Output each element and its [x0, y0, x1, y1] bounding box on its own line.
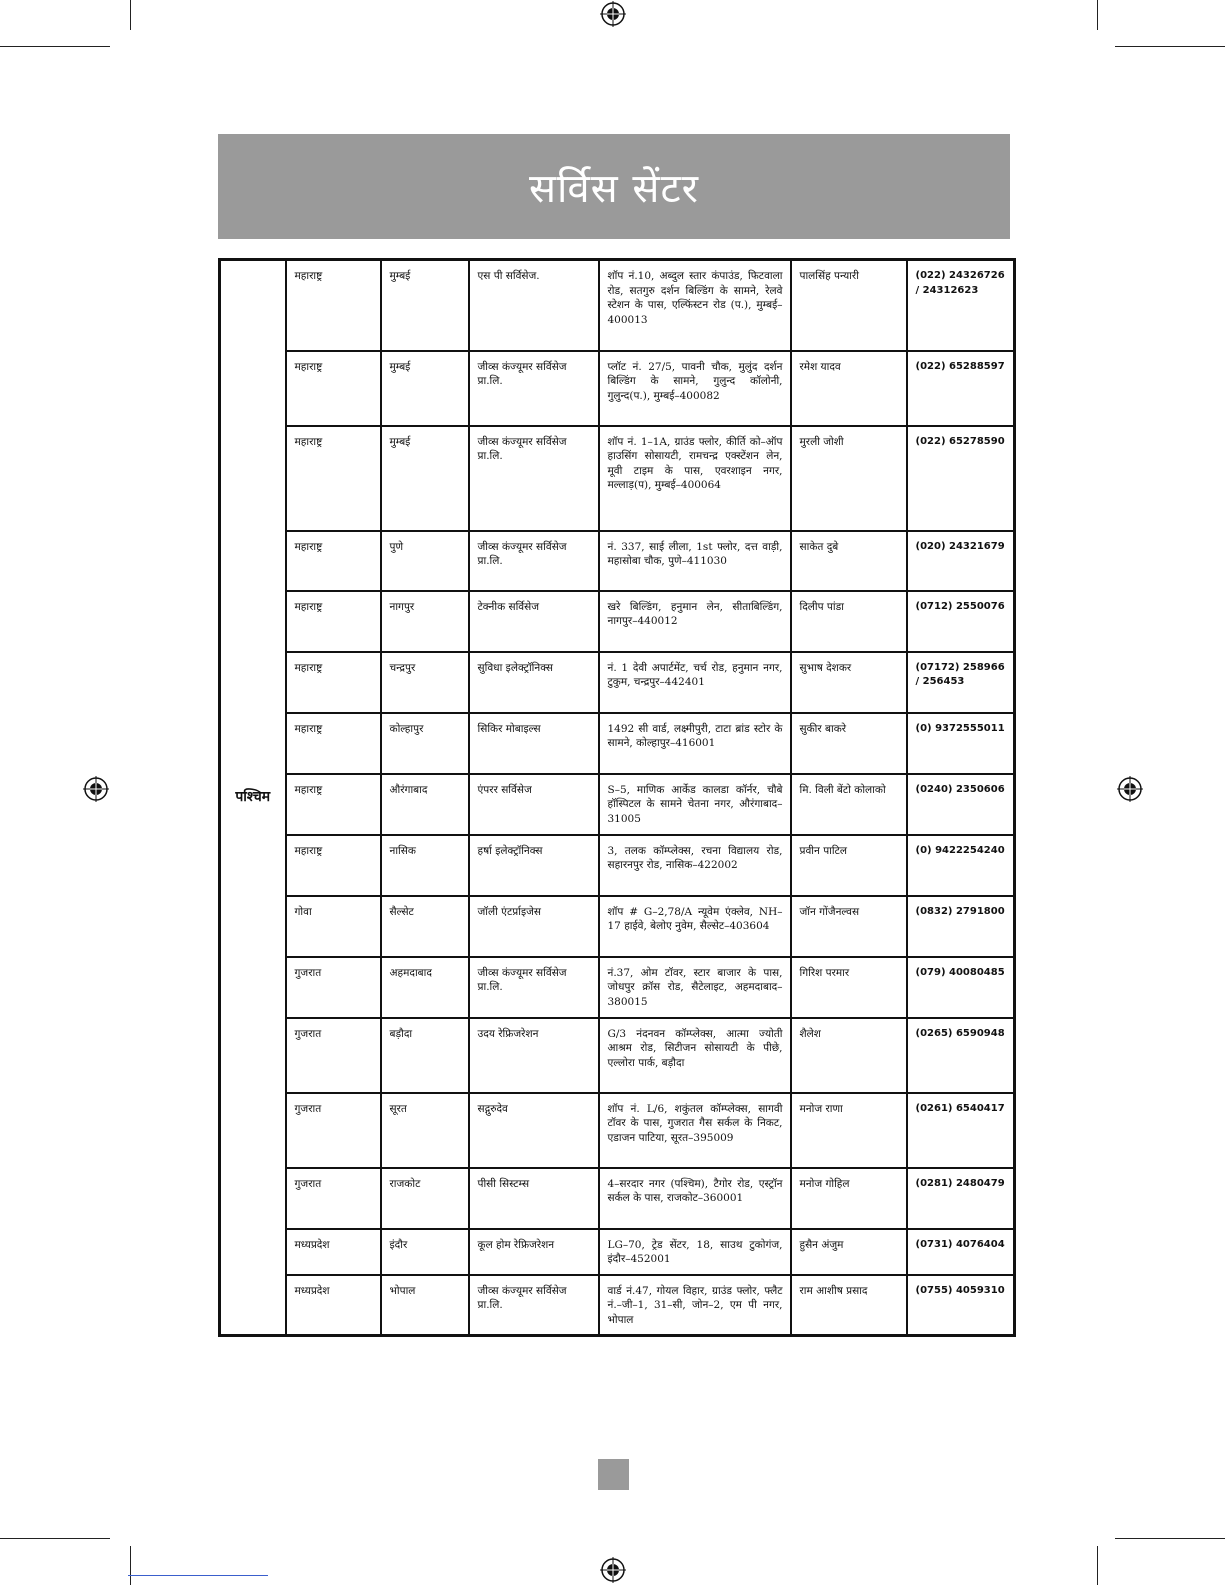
city-cell: पुणे — [381, 531, 469, 591]
address-cell: S–5, माणिक आर्केड कालडा कॉर्नर, चौबे हॉस्पिटल के सामने चेतना नगर, औरंगाबाद–31005 — [599, 774, 791, 835]
phone-cell: (0712) 2550076 — [907, 591, 1015, 652]
table-row — [220, 1275, 1015, 1336]
phone-cell: (0240) 2350606 — [907, 774, 1015, 835]
crop-mark — [1097, 1546, 1098, 1585]
company-cell: टेक्नीक सर्विसेज — [469, 591, 599, 652]
contact-cell: पालसिंह पन्यारी — [791, 260, 907, 351]
table-row — [220, 713, 1015, 774]
registration-mark-icon — [600, 1, 626, 27]
phone-cell: (020) 24321679 — [907, 531, 1015, 591]
company-cell: कूल होम रेफ्रिजरेशन — [469, 1229, 599, 1275]
company-cell: सद्गुरुदेव — [469, 1093, 599, 1168]
city-cell: राजकोट — [381, 1168, 469, 1229]
city-cell: नागपुर — [381, 591, 469, 652]
company-cell: जीव्स कंज्यूमर सर्विसेज प्रा.लि. — [469, 426, 599, 531]
phone-cell: (079) 40080485 — [907, 957, 1015, 1018]
contact-cell: रमेश यादव — [791, 351, 907, 426]
registration-mark-icon — [600, 1557, 626, 1583]
address-cell: शॉप नं. L/6, शकुंतल कॉम्प्लेक्स, सागवी टॉवर के पास, गुजरात गैस सर्कल के निकट, एडाजन पाटिया, सूरत–395009 — [599, 1093, 791, 1168]
phone-cell: (0) 9422254240 — [907, 835, 1015, 896]
table-row — [220, 896, 1015, 957]
service-center-table — [218, 258, 1016, 1337]
table-row — [220, 957, 1015, 1018]
phone-cell: (0731) 4076404 — [907, 1229, 1015, 1275]
state-cell: महाराष्ट्र — [286, 835, 381, 896]
phone-cell: (07172) 258966 / 256453 — [907, 652, 1015, 713]
city-cell: भोपाल — [381, 1275, 469, 1336]
phone-cell: (022) 65278590 — [907, 426, 1015, 531]
region-cell: पश्चिम — [220, 260, 286, 1336]
city-cell: इंदौर — [381, 1229, 469, 1275]
crop-mark — [1115, 1538, 1225, 1539]
table-row — [220, 426, 1015, 531]
page-header — [218, 134, 1010, 239]
phone-cell: (0) 9372555011 — [907, 713, 1015, 774]
phone-cell: (0832) 2791800 — [907, 896, 1015, 957]
address-cell: शॉप नं. 1–1A, ग्राउंड फ्लोर, कीर्ति को–ऑप हाउसिंग सोसायटी, रामचन्द्र एक्स्टेंशन लेन, मूवी टाइम के पास, एवरशाइन नगर, मल्लाड़(प), मुम्बई–400064 — [599, 426, 791, 531]
address-cell: शॉप नं.10, अब्दुल स्तार कंपाउंड, फिटवाला रोड, सतगुरु दर्शन बिल्डिंग के सामने, रेलवे स्टेशन के पास, एल्फिंस्टन रोड (प.), मुम्बई–400013 — [599, 260, 791, 351]
table-row — [220, 591, 1015, 652]
contact-cell: मनोज गोहिल — [791, 1168, 907, 1229]
contact-cell: शैलेश — [791, 1018, 907, 1093]
table-row — [220, 835, 1015, 896]
page-title: सर्विस सेंटर — [529, 166, 699, 212]
table-row — [220, 1168, 1015, 1229]
contact-cell: सुभाष देशकर — [791, 652, 907, 713]
address-cell: प्लॉट नं. 27/5, पावनी चौक, मुलुंद दर्शन बिल्डिंग के सामने, गुलुन्द कॉलोनी, गुलुन्द(प.), मुम्बई–400082 — [599, 351, 791, 426]
page-number-box — [598, 1459, 629, 1490]
contact-cell: राम आशीष प्रसाद — [791, 1275, 907, 1336]
city-cell: कोल्हापुर — [381, 713, 469, 774]
address-cell: शॉप # G–2,78/A न्यूवेम एंक्लेव, NH–17 हाईवे, बेलोए नुवेम, सैल्सेट–403604 — [599, 896, 791, 957]
phone-cell: (0281) 2480479 — [907, 1168, 1015, 1229]
contact-cell: हुसैन अंजुम — [791, 1229, 907, 1275]
link-underline — [128, 1575, 268, 1576]
state-cell: मध्यप्रदेश — [286, 1275, 381, 1336]
state-cell: गुजरात — [286, 1093, 381, 1168]
company-cell: जॉली एंटर्प्राइजेस — [469, 896, 599, 957]
state-cell: महाराष्ट्र — [286, 351, 381, 426]
address-cell: 3, तलक कॉम्प्लेक्स, रचना विद्यालय रोड, सहारनपुर रोड, नासिक–422002 — [599, 835, 791, 896]
contact-cell: प्रवीन पाटिल — [791, 835, 907, 896]
city-cell: मुम्बई — [381, 260, 469, 351]
company-cell: एंपरर सर्विसेज — [469, 774, 599, 835]
state-cell: मध्यप्रदेश — [286, 1229, 381, 1275]
company-cell: उदय रेफ्रिजरेशन — [469, 1018, 599, 1093]
company-cell: हर्षा इलेक्ट्रॉनिक्स — [469, 835, 599, 896]
contact-cell: साकेत दुबे — [791, 531, 907, 591]
contact-cell: जॉन गोंजैनल्वस — [791, 896, 907, 957]
state-cell: महाराष्ट्र — [286, 260, 381, 351]
registration-mark-icon — [1117, 776, 1143, 802]
crop-mark — [1097, 0, 1098, 30]
city-cell: अहमदाबाद — [381, 957, 469, 1018]
address-cell: 1492 सी वार्ड, लक्ष्मीपुरी, टाटा ब्रांड स्टोर के सामने, कोल्हापुर–416001 — [599, 713, 791, 774]
city-cell: नासिक — [381, 835, 469, 896]
company-cell: एस पी सर्विसेज. — [469, 260, 599, 351]
crop-mark — [0, 46, 110, 47]
address-cell: LG–70, ट्रेड सेंटर, 18, साउथ टुकोगंज, इंदौर–452001 — [599, 1229, 791, 1275]
company-cell: पीसी सिस्टम्स — [469, 1168, 599, 1229]
address-cell: नं. 337, साई लीला, 1st फ्लोर, दत्त वाड़ी, महासोबा चौक, पुणे–411030 — [599, 531, 791, 591]
city-cell: मुम्बई — [381, 351, 469, 426]
company-cell: जीव्स कंज्यूमर सर्विसेज प्रा.लि. — [469, 957, 599, 1018]
city-cell: सैल्सेट — [381, 896, 469, 957]
contact-cell: गिरिश परमार — [791, 957, 907, 1018]
contact-cell: मनोज राणा — [791, 1093, 907, 1168]
company-cell: जीव्स कंज्यूमर सर्विसेज प्रा.लि. — [469, 351, 599, 426]
phone-cell: (0755) 4059310 — [907, 1275, 1015, 1336]
address-cell: वार्ड नं.47, गोयल विहार, ग्राउंड फ्लोर, फ्लैट नं.–जी–1, 31–सी, जोन–2, एम पी नगर, भोपाल — [599, 1275, 791, 1336]
table-row — [220, 531, 1015, 591]
contact-cell: मि. विली बेंटो कोलाको — [791, 774, 907, 835]
crop-mark — [130, 0, 131, 30]
table-row — [220, 774, 1015, 835]
phone-cell: (0261) 6540417 — [907, 1093, 1015, 1168]
table-row — [220, 1018, 1015, 1093]
address-cell: नं.37, ओम टॉवर, स्टार बाजार के पास, जोधपुर क्रॉस रोड, सैटेलाइट, अहमदाबाद–380015 — [599, 957, 791, 1018]
city-cell: मुम्बई — [381, 426, 469, 531]
city-cell: चन्द्रपुर — [381, 652, 469, 713]
phone-cell: (0265) 6590948 — [907, 1018, 1015, 1093]
city-cell: औरंगाबाद — [381, 774, 469, 835]
contact-cell: मुरली जोशी — [791, 426, 907, 531]
state-cell: महाराष्ट्र — [286, 531, 381, 591]
table-row — [220, 1229, 1015, 1275]
contact-cell: सुकीर बाकरे — [791, 713, 907, 774]
crop-mark — [130, 1546, 131, 1585]
state-cell: गोवा — [286, 896, 381, 957]
state-cell: महाराष्ट्र — [286, 774, 381, 835]
company-cell: जीव्स कंज्यूमर सर्विसेज प्रा.लि. — [469, 531, 599, 591]
state-cell: महाराष्ट्र — [286, 426, 381, 531]
city-cell: बड़ौदा — [381, 1018, 469, 1093]
crop-mark — [0, 1538, 110, 1539]
state-cell: गुजरात — [286, 957, 381, 1018]
state-cell: गुजरात — [286, 1168, 381, 1229]
state-cell: महाराष्ट्र — [286, 713, 381, 774]
state-cell: महाराष्ट्र — [286, 591, 381, 652]
table-row — [220, 351, 1015, 426]
table-row — [220, 1093, 1015, 1168]
address-cell: G/3 नंदनवन कॉम्प्लेक्स, आत्मा ज्योती आश्रम रोड, सिटीजन सोसायटी के पीछे, एल्लोरा पार्क, बड़ौदा — [599, 1018, 791, 1093]
contact-cell: दिलीप पांडा — [791, 591, 907, 652]
phone-cell: (022) 24326726 / 24312623 — [907, 260, 1015, 351]
address-cell: 4–सरदार नगर (पश्चिम), टैगोर रोड, एस्ट्रॉन सर्कल के पास, राजकोट–360001 — [599, 1168, 791, 1229]
crop-mark — [1115, 46, 1225, 47]
address-cell: नं. 1 देवी अपार्टमेंट, चर्च रोड, हनुमान नगर, टुकुम, चन्द्रपुर–442401 — [599, 652, 791, 713]
table-row — [220, 260, 1015, 351]
state-cell: गुजरात — [286, 1018, 381, 1093]
table-row — [220, 652, 1015, 713]
city-cell: सूरत — [381, 1093, 469, 1168]
company-cell: सुविधा इलेक्ट्रॉनिक्स — [469, 652, 599, 713]
phone-cell: (022) 65288597 — [907, 351, 1015, 426]
company-cell: सिकिर मोबाइल्स — [469, 713, 599, 774]
address-cell: खरे बिल्डिंग, हनुमान लेन, सीताबिल्डिंग, नागपुर–440012 — [599, 591, 791, 652]
company-cell: जीव्स कंज्यूमर सर्विसेज प्रा.लि. — [469, 1275, 599, 1336]
registration-mark-icon — [83, 776, 109, 802]
state-cell: महाराष्ट्र — [286, 652, 381, 713]
